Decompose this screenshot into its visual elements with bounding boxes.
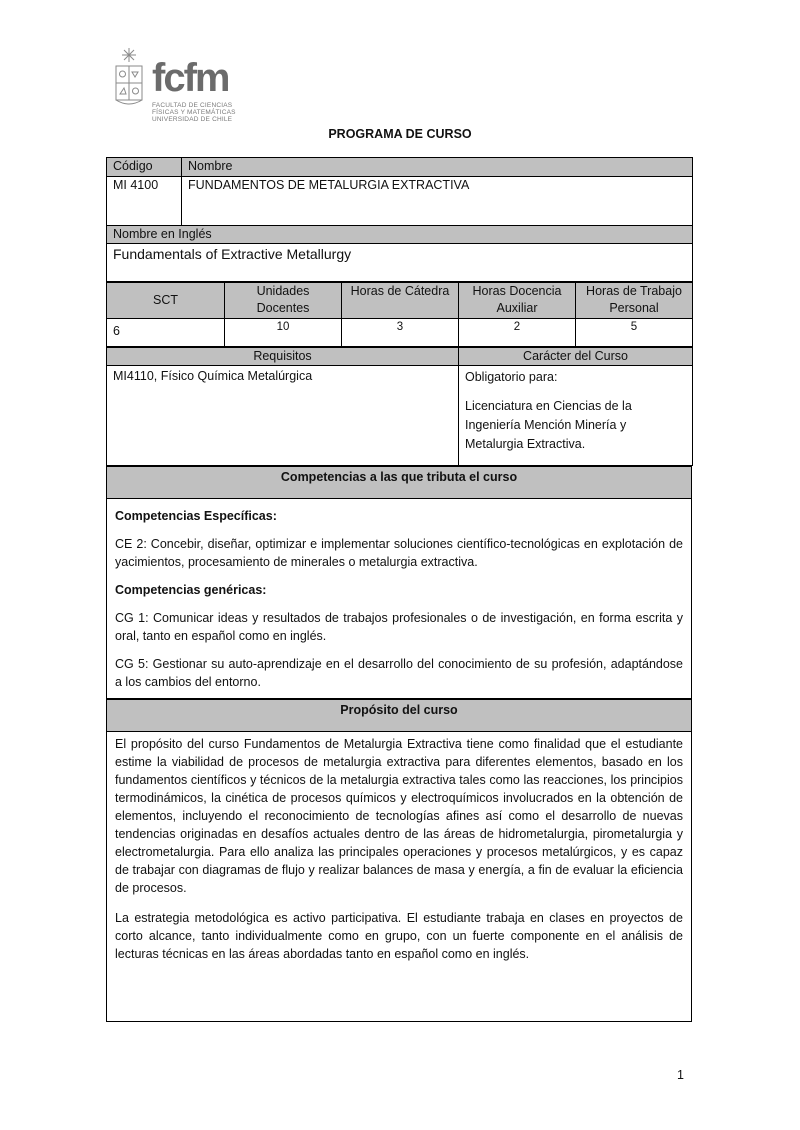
name-label: Nombre	[182, 158, 693, 177]
fcfm-wordmark: fcfm	[152, 56, 229, 100]
caracter-line-1: Obligatorio para:	[465, 370, 558, 384]
page-number: 1	[677, 1068, 684, 1082]
hours-header-personal: Horas de Trabajo Personal	[576, 283, 693, 319]
hours-header-auxiliar: Horas Docencia Auxiliar	[459, 283, 576, 319]
course-code: MI 4100	[107, 177, 182, 226]
course-program-sheet	[106, 157, 692, 1022]
caracter-value	[459, 366, 693, 466]
competencias-header: Competencias a las que tributa el curso	[107, 467, 692, 499]
hours-value-sct: 6	[107, 319, 225, 347]
proposito-header: Propósito del curso	[107, 700, 692, 732]
hours-header-unidades: Unidades Docentes	[225, 283, 342, 319]
hours-value-auxiliar: 2	[459, 319, 576, 347]
competencia-ce2: CE 2: Concebir, diseñar, optimizar e implementar soluciones científico-tecnológicas en explotación de yacimientos, procesamiento de minerales o metalurgia extractiva.	[115, 537, 683, 569]
hours-value-catedra: 3	[342, 319, 459, 347]
hours-table	[106, 282, 693, 347]
requirements-table	[106, 347, 693, 466]
genericas-label: Competencias genéricas:	[115, 583, 267, 597]
competencias-body	[107, 499, 692, 699]
proposito-paragraph-2: La estrategia metodológica es activo participativa. El estudiante trabaja en clases en proyectos de corto alcance, tanto individualmente como en grupo, con un fuerte componente en el análisis de lecturas técnicas en las áreas abordadas tanto en español como en inglés.	[115, 911, 683, 961]
proposito-paragraph-1: El propósito del curso Fundamentos de Metalurgia Extractiva tiene como finalidad que el estudiante estime la viabilidad de procesos de metalurgia extractiva para diferentes elementos, basado en los fundamentos científicos y técnicos de la metalurgia extractiva tales como las reacciones, los principios termodinámicos, la cinética de procesos químicos y electroquímicos involucrados en la obtención de elementos, incluyendo el reconocimiento de tecnologías afines así como el desarrollo de nuevas tendencias originadas en desafíos actuales dentro de las áreas de hidrometalurgia, pirometalurgia y electrometalurgia. Para ello analiza las principales operaciones y procesos metalúrgicos, y es capaz de trabajar con diagramas de flujo y realizar balances de masa y energía, a fin de evaluar la eficiencia de procesos.	[115, 737, 683, 895]
document-title: PROGRAMA DE CURSO	[328, 127, 472, 141]
hours-header-catedra: Horas de Cátedra	[342, 283, 459, 319]
especificas-label: Competencias Específicas:	[115, 509, 277, 523]
course-identity-table	[106, 157, 693, 282]
faculty-subtitle: FACULTAD DE CIENCIAS FÍSICAS Y MATEMÁTICAS UNIVERSIDAD DE CHILE	[152, 102, 236, 123]
caracter-label: Carácter del Curso	[459, 348, 693, 366]
proposito-table	[106, 699, 692, 1022]
code-label: Código	[107, 158, 182, 177]
requisitos-label: Requisitos	[107, 348, 459, 366]
hours-value-personal: 5	[576, 319, 693, 347]
hours-value-unidades: 10	[225, 319, 342, 347]
competencias-table	[106, 466, 692, 699]
faculty-logo	[112, 46, 242, 130]
competencia-cg5: CG 5: Gestionar su auto-aprendizaje en el desarrollo del conocimiento de su profesión, adaptándose a los cambios del entorno.	[115, 657, 683, 689]
caracter-line-2: Licenciatura en Ciencias de la Ingeniería Mención Minería y Metalurgia Extractiva.	[465, 399, 632, 451]
requisitos-value: MI4110, Físico Química Metalúrgica	[107, 366, 459, 466]
proposito-body	[107, 732, 692, 1022]
hours-header-sct: SCT	[107, 283, 225, 319]
university-seal-icon	[112, 46, 146, 112]
english-name-label: Nombre en Inglés	[107, 226, 693, 244]
course-name: FUNDAMENTOS DE METALURGIA EXTRACTIVA	[182, 177, 693, 226]
english-name: Fundamentals of Extractive Metallurgy	[107, 244, 693, 282]
competencia-cg1: CG 1: Comunicar ideas y resultados de trabajos profesionales o de investigación, en forma escrita y oral, tanto en español como en inglés.	[115, 611, 683, 643]
